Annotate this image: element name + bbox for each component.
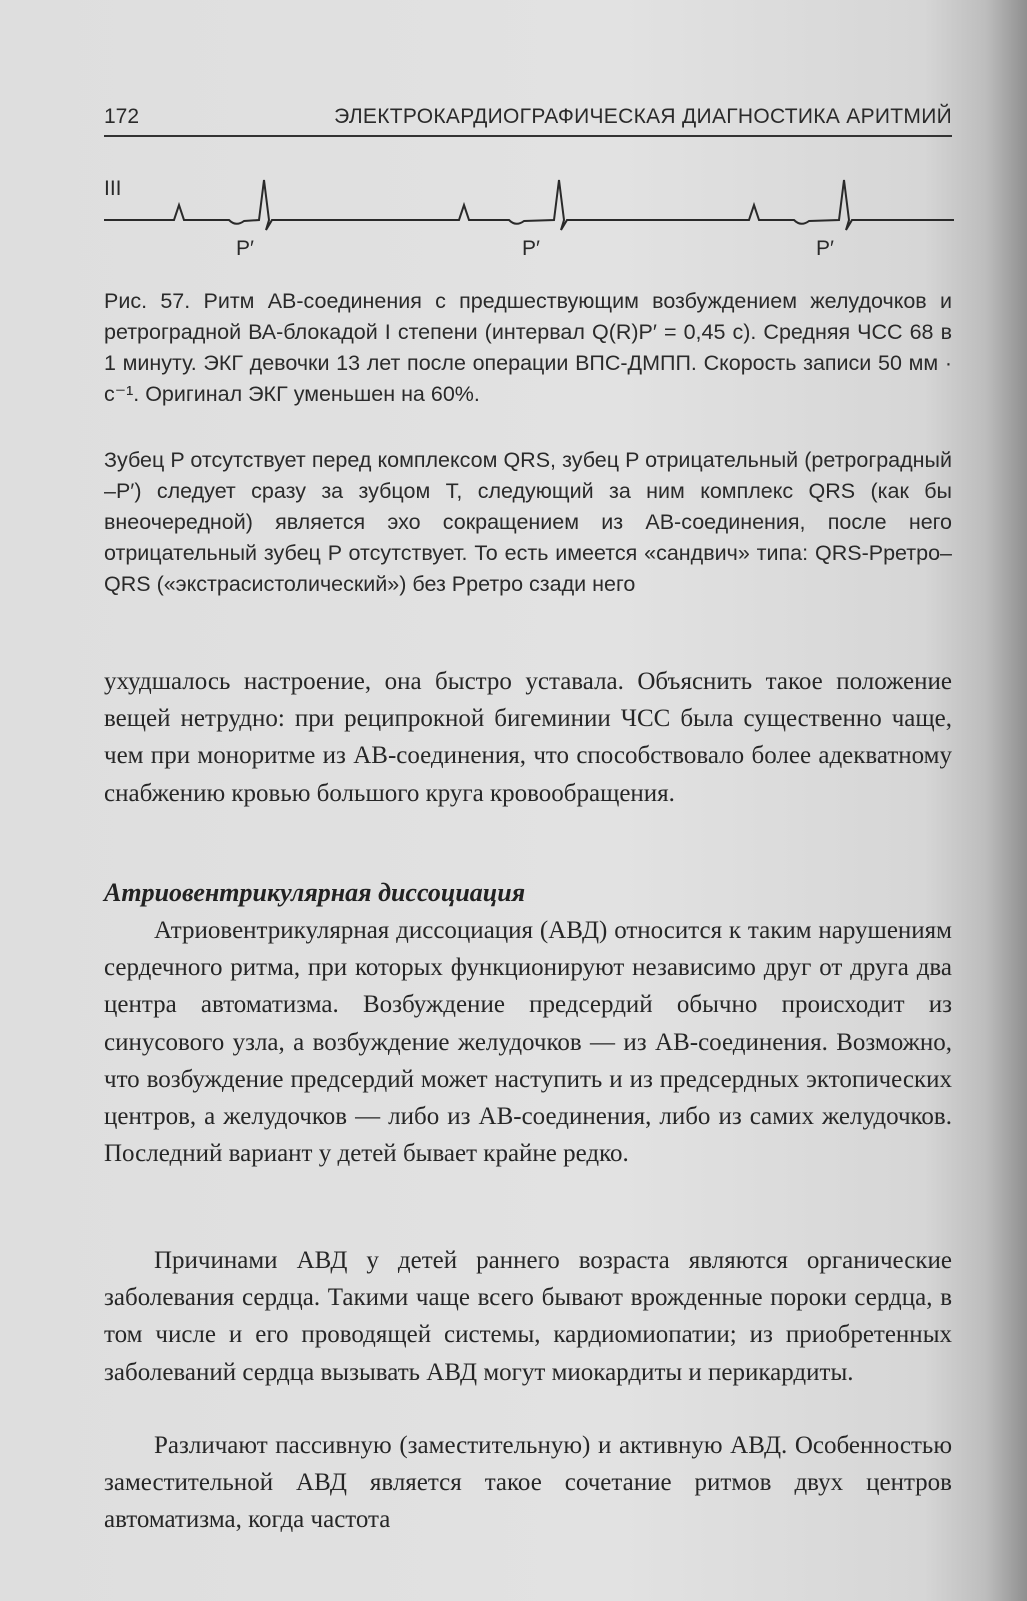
running-title: ЭЛЕКТРОКАРДИОГРАФИЧЕСКАЯ ДИАГНОСТИКА АРИТМИЙ xyxy=(334,105,952,128)
figure-note: Зубец P отсутствует перед комплексом QRS, зубец P отрицательный (ретроградный –P′) следует сразу за зубцом T, следующий за ним комплекс QRS (как бы внеочередной) является эхо сокращением из АВ-соединения, после него отрицательный зубец P отсутствует. То есть имеется «сандвич» типа: QRS-Pретро–QRS («экстрасистолический») без Pретро сзади него xyxy=(104,448,952,596)
p-prime-label-3: P′ xyxy=(816,237,834,260)
figure-caption: Рис. 57. Ритм АВ-соединения с предшествующим возбуждением желудочков и ретроградной ВА-блокадой I степени (интервал Q(R)P′ = 0,45 с). Средняя ЧСС 68 в 1 минуту. ЭКГ девочки 13 лет после операции ВПС-ДМПП. Скорость записи 50 мм · с⁻¹. Оригинал ЭКГ уменьшен на 60%. xyxy=(104,289,952,406)
body-paragraph-1: ухудшалось настроение, она быстро уставала. Объяснить такое положение вещей нетрудно: при реципрокной бигеминии ЧСС была существенно чаще, чем при моноритме из АВ-соединения, что способствовало более адекватному снабжению кровью большого круга кровообращения. xyxy=(104,668,952,807)
page-number: 172 xyxy=(104,105,140,128)
p-prime-label-1: P′ xyxy=(236,237,254,260)
ecg-trace xyxy=(104,180,954,230)
page-header xyxy=(104,103,952,137)
ecg-figure xyxy=(104,175,954,265)
body-paragraph-4: Различают пассивную (заместительную) и активную АВД. Особенностью заместительной АВД является такое сочетание ритмов двух центров автоматизма, когда частота xyxy=(104,1432,952,1534)
ecg-lead-label: III xyxy=(104,177,122,200)
body-paragraph-2: Атриовентрикулярная диссоциация (АВД) относится к таким нарушениям сердечного ритма, при которых функционируют независимо друг от друга два центра автоматизма. Возбуждение предсердий обычно происходит из синусового узла, а возбуждение желудочков — из АВ-соединения. Возможно, что возбуждение предсердий может наступить и из предсердных эктопических центров, а желудочков — либо из АВ-соединения, либо из самих желудочков. Последний вариант у детей бывает крайне редко. xyxy=(104,917,952,1168)
p-prime-label-2: P′ xyxy=(522,237,540,260)
body-paragraph-3: Причинами АВД у детей раннего возраста являются органические заболевания сердца. Такими чаще всего бывают врожденные пороки сердца, в том числе и его проводящей системы, кардиомиопатии; из приобретенных заболеваний сердца вызывать АВД могут миокардиты и перикардиты. xyxy=(104,1247,952,1386)
section-heading: Атриовентрикулярная диссоциация xyxy=(104,878,526,907)
